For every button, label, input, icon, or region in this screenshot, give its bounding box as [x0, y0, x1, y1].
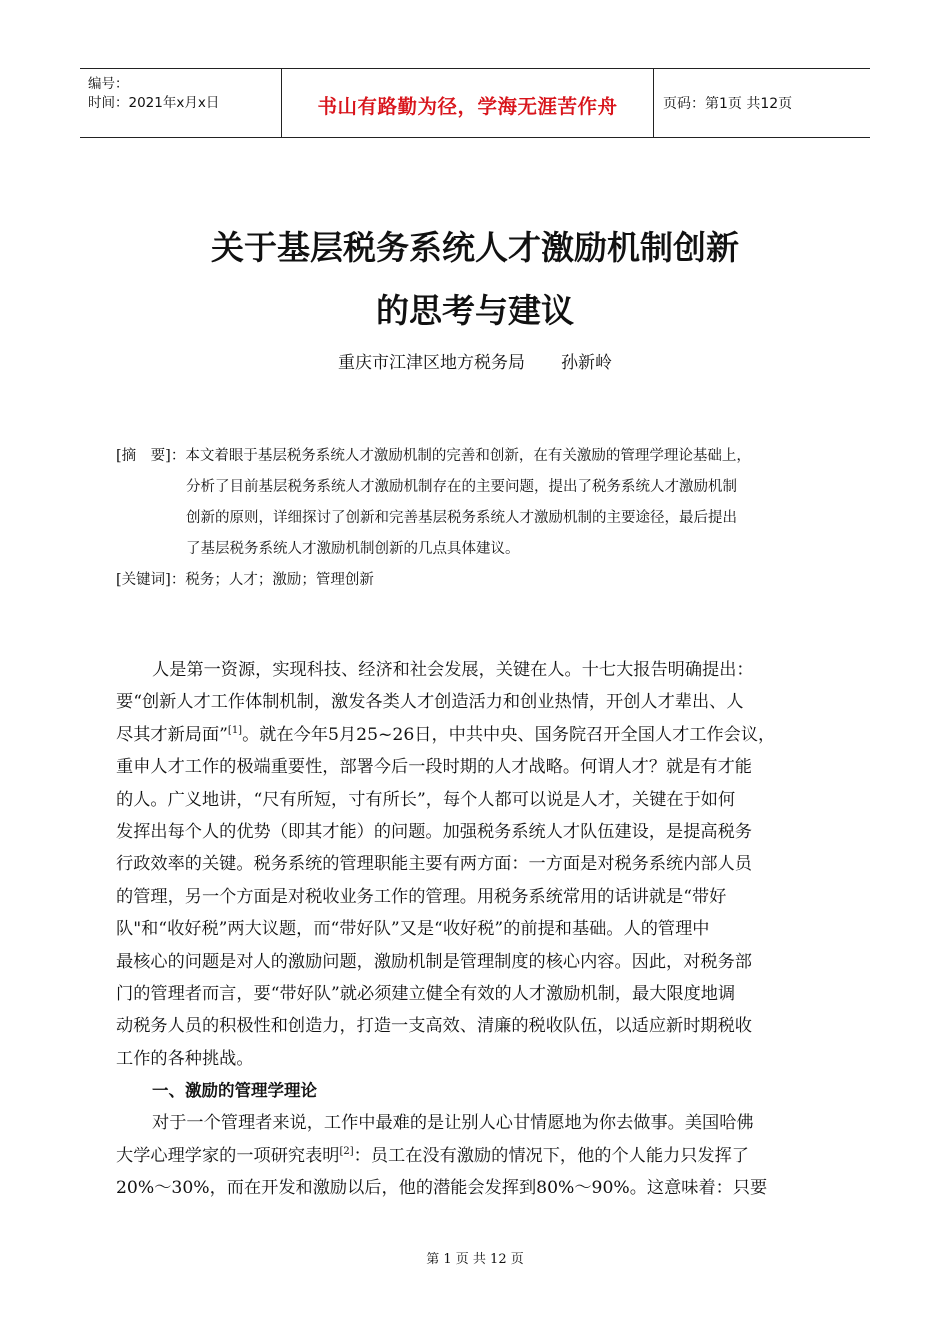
author-name: 孙新岭 — [561, 353, 612, 373]
paragraph-line: 队"和“收好税”两大议题，而“带好队”又是“收好税”的前提和基础。人的管理中 — [116, 919, 710, 940]
abstract-block — [116, 441, 846, 596]
page-footer: 第 1 页 共 12 页 — [426, 1252, 524, 1267]
paragraph-line: 重申人才工作的极端重要性，部署今后一段时期的人才战略。何谓人才？就是有才能 — [116, 757, 752, 778]
paragraph-line: 的管理，另一个方面是对税收业务工作的管理。用税务系统常用的话讲就是“带好 — [116, 886, 727, 907]
abstract-text: 本文着眼于基层税务系统人才激励机制的完善和创新，在有关激励的管理学理论基础上， — [185, 448, 751, 464]
keywords-line — [116, 565, 846, 596]
header-number-label: 编号： — [88, 76, 129, 92]
paragraph-line: 人是第一资源，实现科技、经济和社会发展，关键在人。十七大报告明确提出： — [152, 660, 754, 680]
paragraph-line: 门的管理者而言，要“带好队”就必须建立健全有效的人才激励机制，最大限度地调 — [116, 983, 736, 1004]
body-text — [116, 654, 851, 1205]
paragraph-line: 的人。广义地讲，“尺有所短，寸有所长”，每个人都可以说是人才，关键在于如何 — [116, 789, 736, 810]
abstract-line: 了基层税务系统人才激励机制创新的几点具体建议。 — [186, 541, 520, 557]
paragraph-text: 尽其才新局面” — [116, 724, 228, 745]
abstract-line: 创新的原则，详细探讨了创新和完善基层税务系统人才激励机制的主要途径，最后提出 — [186, 510, 737, 526]
header-meta — [88, 75, 219, 113]
paragraph-line — [116, 719, 851, 751]
paragraph-line: 最核心的问题是对人的激励问题，激励机制是管理制度的核心内容。因此，对税务部 — [116, 951, 752, 972]
abstract-label: [摘 要]： — [116, 448, 186, 464]
paragraph-line: 20%～30%，而在开发和激励以后，他的潜能会发挥到80%～90%。这意味着：只要 — [116, 1178, 768, 1199]
header-motto: 书山有路勤为径，学海无涯苦作舟 — [317, 95, 618, 118]
header-divider — [653, 69, 654, 137]
header-page-info: 页码：第1页 共12页 — [663, 96, 793, 112]
paragraph-line: 动税务人员的积极性和创造力，打造一支高效、清廉的税收队伍，以适应新时期税收 — [116, 1016, 752, 1037]
keywords-text: 税务；人才；激励；管理创新 — [185, 572, 374, 588]
header-time-label: 时间：2021年x月x日 — [88, 95, 220, 111]
author-line — [0, 348, 950, 373]
document-header-table — [80, 68, 870, 138]
abstract-line — [116, 441, 846, 472]
citation-1: [1] — [227, 724, 243, 736]
paragraph-line — [116, 1140, 851, 1172]
citation-2: [2] — [339, 1145, 354, 1157]
document-title-line-2: 的思考与建议 — [376, 291, 574, 330]
paragraph-line: 对于一个管理者来说，工作中最难的是让别人心甘情愿地为你去做事。美国哈佛 — [152, 1113, 754, 1134]
paragraph-line: 发挥出每个人的优势（即其才能）的问题。加强税务系统人才队伍建设，是提高税务 — [116, 821, 752, 842]
document-title-line-1: 关于基层税务系统人才激励机制创新 — [211, 228, 739, 267]
paragraph-text: 。就在今年5月25~26日，中共中央、国务院召开全国人才工作会议， — [242, 724, 776, 745]
author-affiliation: 重庆市江津区地方税务局 — [338, 353, 525, 373]
paragraph-line: 工作的各种挑战。 — [116, 1048, 254, 1069]
paragraph-line: 行政效率的关键。税务系统的管理职能主要有两方面：一方面是对税务系统内部人员 — [116, 854, 752, 875]
keywords-label: [关键词]： — [116, 572, 186, 588]
abstract-line: 分析了目前基层税务系统人才激励机制存在的主要问题，提出了税务系统人才激励机制 — [186, 479, 737, 495]
section-heading: 一、激励的管理学理论 — [152, 1081, 317, 1101]
paragraph-line: 要“创新人才工作体制机制，激发各类人才创造活力和创业热情，开创人才辈出、人 — [116, 692, 744, 713]
paragraph-text: 大学心理学家的一项研究表明 — [116, 1145, 340, 1166]
paragraph-text: ：员工在没有激励的情况下，他的个人能力只发挥了 — [353, 1145, 749, 1166]
